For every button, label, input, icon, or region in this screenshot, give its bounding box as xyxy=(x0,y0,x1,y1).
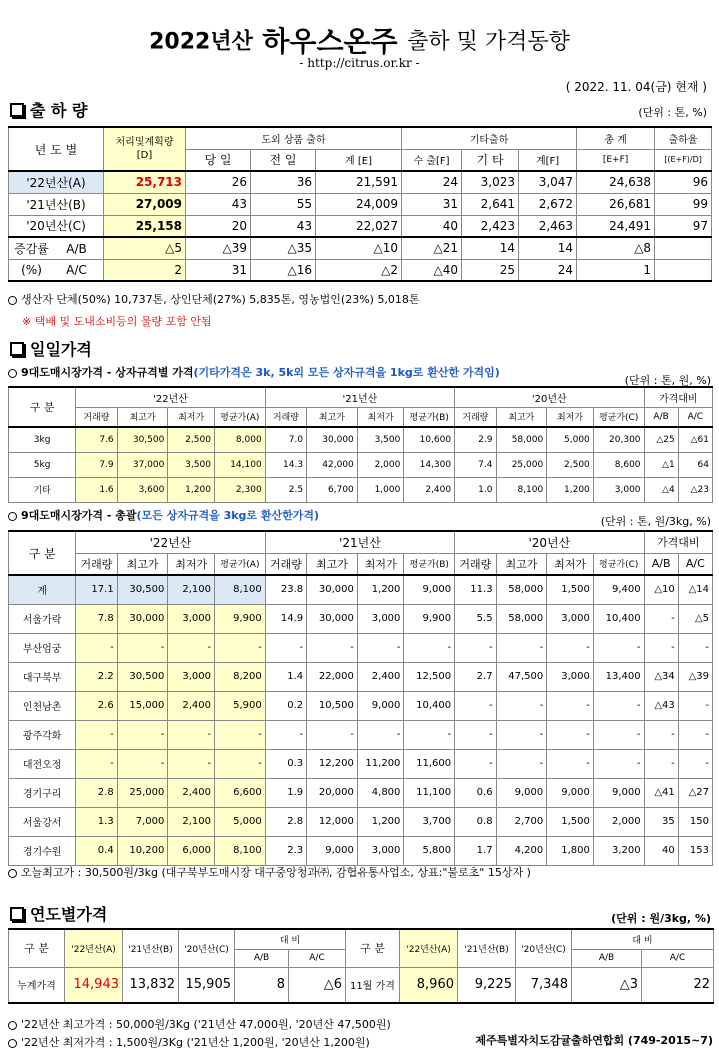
cell: 2.8 xyxy=(76,778,117,807)
row-label: 대전오정 xyxy=(9,749,76,778)
row-label: 3kg xyxy=(9,427,76,452)
cell: 23.8 xyxy=(265,575,306,604)
cell: 12,500 xyxy=(404,662,455,691)
cell: - xyxy=(76,720,117,749)
cell: 3,600 xyxy=(117,477,168,502)
cell: 1.0 xyxy=(455,477,496,502)
table-row xyxy=(9,427,713,452)
unit-label: (단위 : 톤, 원, %) xyxy=(624,374,711,387)
cell: 37,000 xyxy=(117,452,168,477)
cell: 14,300 xyxy=(404,452,455,477)
row-label: 부산엄궁 xyxy=(9,633,76,662)
cell: - xyxy=(593,633,644,662)
cell: 14,100 xyxy=(214,452,265,477)
cell: 1.7 xyxy=(455,836,496,865)
cell: 2.3 xyxy=(265,836,306,865)
cell: 9,000 xyxy=(547,778,594,807)
cell: - xyxy=(168,720,215,749)
cell: 9,000 xyxy=(357,691,404,720)
cell: - xyxy=(168,749,215,778)
cell: - xyxy=(593,691,644,720)
row-label: 계 xyxy=(9,575,76,604)
cell: 3,700 xyxy=(404,807,455,836)
cell: 2.5 xyxy=(265,477,306,502)
cell: △25 xyxy=(644,427,678,452)
circle-bullet-icon xyxy=(8,869,17,878)
today-high-note: 오늘최고가 : 30,500원/3kg (대구북부도매시장 대구중앙청과㈜, 감협유통사업소, 상표:"불로초" 15상자 ) xyxy=(8,864,531,880)
cell: 4,800 xyxy=(357,778,404,807)
unit-label: (단위 : 원/3kg, %) xyxy=(611,912,711,925)
cell: - xyxy=(496,749,547,778)
cell: 2,100 xyxy=(168,807,215,836)
cell: - xyxy=(678,749,712,778)
cell: 7.6 xyxy=(76,427,117,452)
cell: - xyxy=(357,633,404,662)
row-label: 서울가락 xyxy=(9,604,76,633)
cell: 9,000 xyxy=(404,575,455,604)
cell: 8,000 xyxy=(214,427,265,452)
section-yearly-price-title: 연도별가격 xyxy=(10,902,107,925)
row-label: 기타 xyxy=(9,477,76,502)
cell: 3,500 xyxy=(357,427,404,452)
unit-label: (단위 : 톤, %) xyxy=(638,106,707,119)
cell: 1.9 xyxy=(265,778,306,807)
cell: - xyxy=(547,633,594,662)
table-row xyxy=(9,662,713,691)
row-label: 5kg xyxy=(9,452,76,477)
cell: 2,700 xyxy=(496,807,547,836)
cell: 22,000 xyxy=(307,662,358,691)
cell: 40 xyxy=(644,836,678,865)
cell: 1,200 xyxy=(547,477,594,502)
cell: 3,000 xyxy=(547,662,594,691)
cell: 1,500 xyxy=(547,807,594,836)
cell: 0.6 xyxy=(455,778,496,807)
cell: 14.3 xyxy=(265,452,306,477)
cell: 3,000 xyxy=(357,604,404,633)
cell: 64 xyxy=(678,452,712,477)
table-row xyxy=(9,575,713,604)
title-sub: 출하 및 가격동향 xyxy=(407,29,570,55)
cell: 10,400 xyxy=(404,691,455,720)
cell: 6,600 xyxy=(214,778,265,807)
cell: △34 xyxy=(644,662,678,691)
cell: 7,000 xyxy=(117,807,168,836)
cell: - xyxy=(404,633,455,662)
cell: 2,400 xyxy=(404,477,455,502)
cell: - xyxy=(357,720,404,749)
cell: 10,500 xyxy=(307,691,358,720)
row-label: 경기구리 xyxy=(9,778,76,807)
cell: 3,000 xyxy=(593,477,644,502)
cell: 7.4 xyxy=(455,452,496,477)
cell: 2,000 xyxy=(593,807,644,836)
cell: 3,500 xyxy=(168,452,215,477)
cell: 2.2 xyxy=(76,662,117,691)
row-label: 서울강서 xyxy=(9,807,76,836)
overall-price-table: 구 분 '22년산 '21년산 '20년산 가격대비 거래량 최고가 최저가 평균가(A) 거래량 최고가 최저가 평균가(B) 거래량 최고가 최저가 평균가(C) A/B A/C 계 17.1 30,500 2,100 8,100 23.8 30,000 1,200 9,000 11.3 58,000 1,500 9,400 △10 △14 서울가락 7.8 30,000 3,000 9,900 14.9 30,000 3,000 9,900 5.5 58,000 3,000 10,400 - △5 부산엄궁 - - - - - - - - - - - - - - 대구북부 2.2 30,500 3,000 8,200 1.4 22,000 2,400 12,500 2.7 47,500 3,000 13,400 △34 △39 인천남촌 2.6 15,000 2,400 5,900 0.2 10,500 9,000 10,400 - - - - △43 - 광주각화 - - - - - - - - - - - - - - 대전오정 - - - - 0.3 12,200 11,200 11,600 - - - - - - 경기구리 2.8 25,000 2,400 6,600 1.9 20,000 4,800 11,100 0.6 9,000 9,000 9,000 △41 △27 서울강서 1.3 7,000 2,100 5,000 2.8 12,000 1,200 3,700 0.8 2,700 1,500 2,000 35 150 경기수원 0.4 10,200 6,000 8,100 2.3 9,000 3,000 5,800 1.7 4,200 1,800 3,200 40 153 xyxy=(8,530,713,866)
cell: 2,500 xyxy=(168,427,215,452)
cell: △43 xyxy=(644,691,678,720)
table-row xyxy=(9,633,713,662)
cell: △61 xyxy=(678,427,712,452)
cell: 153 xyxy=(678,836,712,865)
cell: 9,000 xyxy=(307,836,358,865)
cell: 9,400 xyxy=(593,575,644,604)
cell: - xyxy=(117,720,168,749)
title-main: 하우스온주 xyxy=(262,25,398,58)
cell: 3,000 xyxy=(168,604,215,633)
cell: 30,000 xyxy=(307,604,358,633)
cell: 3,000 xyxy=(168,662,215,691)
cell: 150 xyxy=(678,807,712,836)
table-row xyxy=(9,452,713,477)
row-label: 광주각화 xyxy=(9,720,76,749)
cell: 3,000 xyxy=(547,604,594,633)
cell: - xyxy=(678,720,712,749)
cell: - xyxy=(644,749,678,778)
producer-note: 생산자 단체(50%) 10,737톤, 상인단체(27%) 5,835톤, 영농법인(23%) 5,018톤 xyxy=(8,291,420,307)
site-url[interactable]: - http://citrus.or.kr - xyxy=(299,56,420,70)
table-row: '20년산(C) 25,158 20 43 22,027 40 2,423 2,463 24,491 97 xyxy=(9,215,712,237)
cell: - xyxy=(76,633,117,662)
cell: 8,100 xyxy=(496,477,547,502)
cell: 2.8 xyxy=(265,807,306,836)
circle-bullet-icon xyxy=(8,1021,17,1030)
table-row: 증감률 A/B △5 △39 △35 △10 △21 14 14 △8 xyxy=(9,237,712,259)
cell: - xyxy=(265,720,306,749)
cell: 7.9 xyxy=(76,452,117,477)
cell: 14.9 xyxy=(265,604,306,633)
cell: 8,100 xyxy=(214,575,265,604)
cell: 11,600 xyxy=(404,749,455,778)
cell: 11,200 xyxy=(357,749,404,778)
box-size-price-table: 구 분 '22년산 '21년산 '20년산 가격대비 거래량 최고가 최저가 평균가(A) 거래량 최고가 최저가 평균가(B) 거래량 최고가 최저가 평균가(C) A/B A/C 3kg 7.6 30,500 2,500 8,000 7.0 30,000 3,500 10,600 2.9 58,000 5,000 20,300 △25 △61 5kg 7.9 37,000 3,500 14,100 14.3 42,000 2,000 14,300 7.4 25,000 2,500 8,600 △1 64 기타 1.6 3,600 1,200 2,300 2.5 6,700 1,000 2,400 1.0 8,100 1,200 3,000 △4 △23 xyxy=(8,386,713,503)
checkbox-square-icon xyxy=(10,342,24,356)
cell: 12,000 xyxy=(307,807,358,836)
table-row: 누계가격 14,943 13,832 15,905 8 △6 11월 가격 8,960 9,225 7,348 △3 22 xyxy=(9,967,714,1003)
cell: - xyxy=(307,633,358,662)
unit-label: (단위 : 톤, 원/3kg, %) xyxy=(600,515,711,528)
cell: 5.5 xyxy=(455,604,496,633)
table-row: '21년산(B) 27,009 43 55 24,009 31 2,641 2,672 26,681 99 xyxy=(9,193,712,215)
cell: 10,400 xyxy=(593,604,644,633)
cell: - xyxy=(678,691,712,720)
cell: 10,200 xyxy=(117,836,168,865)
cell: 42,000 xyxy=(307,452,358,477)
cell: 1.6 xyxy=(76,477,117,502)
checkbox-square-icon xyxy=(10,907,24,921)
cell: 35 xyxy=(644,807,678,836)
cell: 30,000 xyxy=(117,604,168,633)
row-label: 인천남촌 xyxy=(9,691,76,720)
cell: 1,200 xyxy=(357,807,404,836)
cell: 17.1 xyxy=(76,575,117,604)
cell: 25,000 xyxy=(117,778,168,807)
cell: 30,000 xyxy=(307,575,358,604)
cell: 1,200 xyxy=(168,477,215,502)
table-row xyxy=(9,720,713,749)
cell: 25,000 xyxy=(496,452,547,477)
cell: - xyxy=(644,720,678,749)
delivery-note: ※ 택배 및 도내소비등의 물량 포함 안됨 xyxy=(22,315,212,328)
cell: △4 xyxy=(644,477,678,502)
cell: 11.3 xyxy=(455,575,496,604)
cell: - xyxy=(265,633,306,662)
cell: - xyxy=(547,749,594,778)
cell: 9,000 xyxy=(593,778,644,807)
cell: 3,200 xyxy=(593,836,644,865)
table-row xyxy=(9,778,713,807)
cell: 4,200 xyxy=(496,836,547,865)
table-row xyxy=(9,749,713,778)
cell: 2.9 xyxy=(455,427,496,452)
cell: △1 xyxy=(644,452,678,477)
section-daily-price-title: 일일가격 xyxy=(10,337,92,360)
cell: 1.4 xyxy=(265,662,306,691)
cell: - xyxy=(455,633,496,662)
circle-bullet-icon xyxy=(8,296,17,305)
cell: 0.8 xyxy=(455,807,496,836)
table-row: (%) A/C 2 31 △16 △2 △40 25 24 1 xyxy=(9,259,712,281)
page-title xyxy=(0,20,719,60)
cell: 6,700 xyxy=(307,477,358,502)
cell: - xyxy=(455,691,496,720)
checkbox-square-icon xyxy=(10,103,24,117)
cell: - xyxy=(117,633,168,662)
table-row xyxy=(9,604,713,633)
cell: - xyxy=(496,633,547,662)
cell: 1,000 xyxy=(357,477,404,502)
cell: 2,500 xyxy=(547,452,594,477)
cell: 58,000 xyxy=(496,575,547,604)
report-date: ( 2022. 11. 04(금) 현재 ) xyxy=(565,80,707,94)
cell: - xyxy=(404,720,455,749)
cell: 10,600 xyxy=(404,427,455,452)
cell: △10 xyxy=(644,575,678,604)
cell: 2,100 xyxy=(168,575,215,604)
cell: △27 xyxy=(678,778,712,807)
cell: - xyxy=(117,749,168,778)
subtitle-overall: 9대도매시장가격 - 총괄(모든 상자규격을 3kg로 환산한가격) xyxy=(8,507,319,523)
circle-bullet-icon xyxy=(8,512,17,521)
cell: 1,200 xyxy=(357,575,404,604)
cell: - xyxy=(214,749,265,778)
max-price-note: '22년산 최고가격 : 50,000원/3Kg ('21년산 47,000원, '20년산 47,500원) xyxy=(8,1016,391,1032)
table-row xyxy=(9,691,713,720)
cell: - xyxy=(496,720,547,749)
row-label: 경기수원 xyxy=(9,836,76,865)
cell: 58,000 xyxy=(496,604,547,633)
cell: 5,800 xyxy=(404,836,455,865)
cell: - xyxy=(455,749,496,778)
cell: 9,900 xyxy=(404,604,455,633)
cell: - xyxy=(214,633,265,662)
shipment-table: 년 도 별 처리및계획량 [D] 도외 상품 출하 기타출하 총 계 출하율 당 일 전 일 계 [E] 수 출[F] 기 타 계[F] [E+F] [(E+F)/D] '22년산(A) 25,713 26 36 21,591 24 3,023 3,047 24,638 96 '21년산(B) 27,009 43 55 24,009 31 2,641 2,672 26,681 99 '20년산(C) 25,158 20 43 22,027 40 2,423 2,463 24,491 97 증감률 A/B △5 △39 △35 △10 △21 14 14 △8 (%) A/C 2 31 △16 △2 △40 25 24 1 xyxy=(8,126,712,282)
cell: 58,000 xyxy=(496,427,547,452)
cell: △23 xyxy=(678,477,712,502)
yearly-price-table: 구 분 '22년산(A) '21년산(B) '20년산(C) 대 비 구 분 '22년산(A) '21년산(B) '20년산(C) 대 비 A/B A/C A/B A/C 누계가격 14,943 13,832 15,905 8 △6 11월 가격 8,960 9,225 7,348 △3 22 xyxy=(8,928,714,1004)
cell: 30,500 xyxy=(117,662,168,691)
cell: △41 xyxy=(644,778,678,807)
cell: 6,000 xyxy=(168,836,215,865)
cell: - xyxy=(644,633,678,662)
cell: 20,000 xyxy=(307,778,358,807)
cell: 5,900 xyxy=(214,691,265,720)
circle-bullet-icon xyxy=(8,369,17,378)
cell: - xyxy=(455,720,496,749)
cell: 12,200 xyxy=(307,749,358,778)
cell: 7.8 xyxy=(76,604,117,633)
cell: - xyxy=(678,633,712,662)
cell: - xyxy=(496,691,547,720)
cell: 8,600 xyxy=(593,452,644,477)
min-price-note: '22년산 최저가격 : 1,500원/3Kg ('21년산 1,200원, '20년산 1,200원) xyxy=(8,1034,370,1050)
cell: △14 xyxy=(678,575,712,604)
cell: 1,500 xyxy=(547,575,594,604)
cell: - xyxy=(547,691,594,720)
cell: - xyxy=(593,720,644,749)
cell: 2,000 xyxy=(357,452,404,477)
cell: 20,300 xyxy=(593,427,644,452)
cell: 2.6 xyxy=(76,691,117,720)
cell: 5,000 xyxy=(547,427,594,452)
cell: 30,500 xyxy=(117,575,168,604)
cell: 2,400 xyxy=(168,778,215,807)
cell: 8,200 xyxy=(214,662,265,691)
table-row xyxy=(9,807,713,836)
title-year: 2022년산 xyxy=(149,29,253,55)
cell: - xyxy=(76,749,117,778)
table-row: '22년산(A) 25,713 26 36 21,591 24 3,023 3,047 24,638 96 xyxy=(9,171,712,193)
cell: 9,900 xyxy=(214,604,265,633)
circle-bullet-icon xyxy=(8,1039,17,1048)
cell: 3,000 xyxy=(357,836,404,865)
organization-footer: 제주특별자치도감귤출하연합회 (749-2015~7) xyxy=(475,1034,713,1047)
cell: 30,000 xyxy=(307,427,358,452)
table-row xyxy=(9,836,713,865)
cell: 2,400 xyxy=(168,691,215,720)
cell: 5,000 xyxy=(214,807,265,836)
cell: 8,100 xyxy=(214,836,265,865)
cell: - xyxy=(644,604,678,633)
section-shipment-title: 출 하 량 xyxy=(10,98,88,121)
cell: 1,800 xyxy=(547,836,594,865)
cell: - xyxy=(168,633,215,662)
cell: △39 xyxy=(678,662,712,691)
cell: 11,100 xyxy=(404,778,455,807)
cell: 1.3 xyxy=(76,807,117,836)
cell: 9,000 xyxy=(496,778,547,807)
cell: 2,300 xyxy=(214,477,265,502)
table-row xyxy=(9,477,713,502)
cell: 7.0 xyxy=(265,427,306,452)
cell: △5 xyxy=(678,604,712,633)
cell: 2.7 xyxy=(455,662,496,691)
cell: 47,500 xyxy=(496,662,547,691)
subtitle-box-size: 9대도매시장가격 - 상자규격별 가격(기타가격은 3k, 5k외 모든 상자규격을 1kg로 환산한 가격임) xyxy=(8,364,500,380)
cell: 0.2 xyxy=(265,691,306,720)
cell: 15,000 xyxy=(117,691,168,720)
cell: 2,400 xyxy=(357,662,404,691)
cell: 30,500 xyxy=(117,427,168,452)
cell: - xyxy=(307,720,358,749)
cell: - xyxy=(593,749,644,778)
cell: 0.4 xyxy=(76,836,117,865)
row-label: 대구북부 xyxy=(9,662,76,691)
cell: - xyxy=(214,720,265,749)
cell: - xyxy=(547,720,594,749)
cell: 13,400 xyxy=(593,662,644,691)
cell: 0.3 xyxy=(265,749,306,778)
